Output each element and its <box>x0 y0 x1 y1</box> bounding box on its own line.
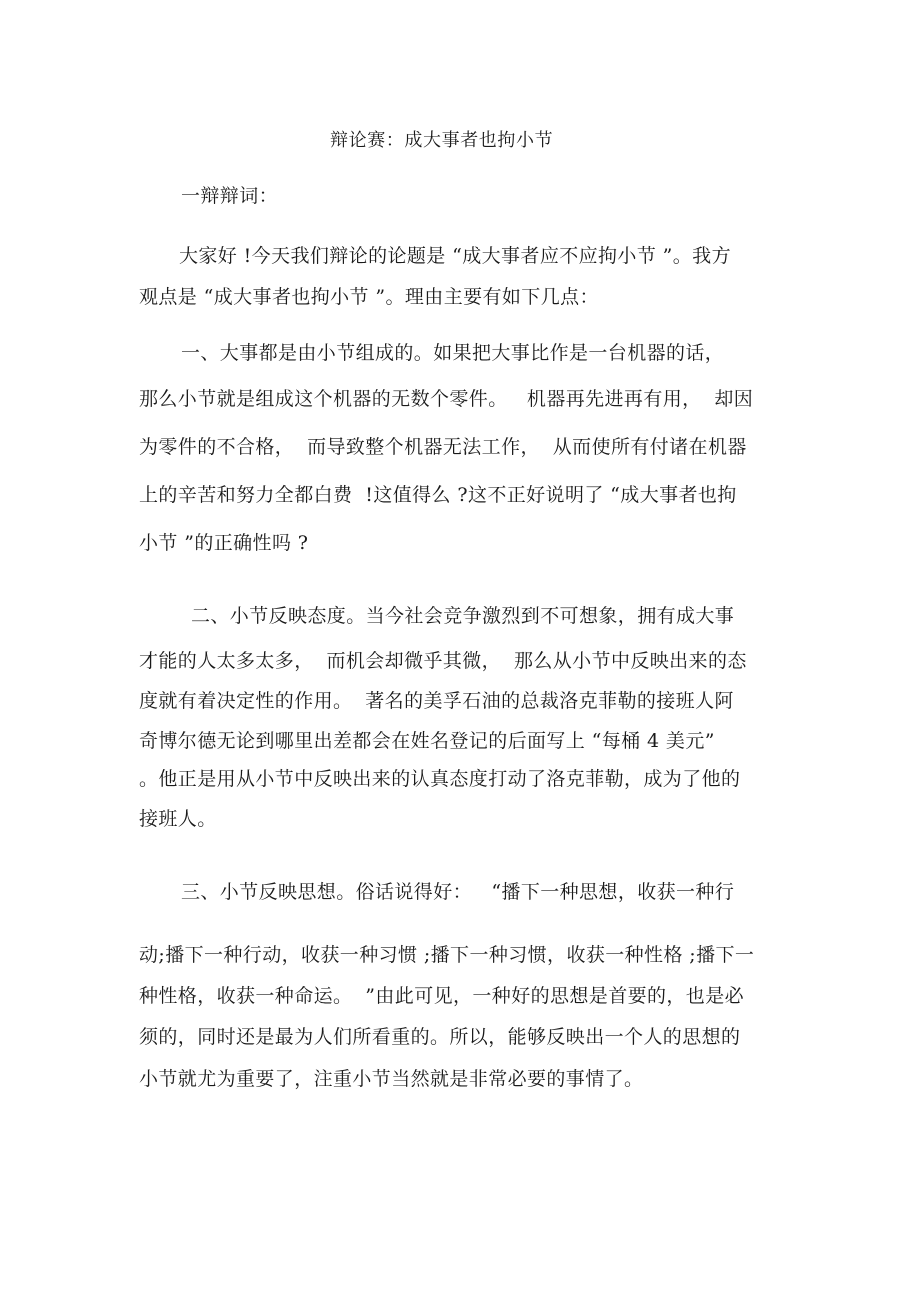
paragraph-line: 奇博尔德无论到哪里出差都会在姓名登记的后面写上 “每桶 4 美元” <box>139 730 715 752</box>
paragraph-line: 。他正是用从小节中反映出来的认真态度打动了洛克菲勒，成为了他的 <box>139 768 741 790</box>
paragraph-line: 度就有着决定性的作用。 著名的美孚石油的总裁洛克菲勒的接班人阿 <box>139 690 734 712</box>
paragraph-line: 上的辛苦和努力全都白费 !这值得么 ?这不正好说明了 “成大事者也拘 <box>139 484 737 506</box>
paragraph-line: 小节 ”的正确性吗 ? <box>139 532 309 554</box>
paragraph-line: 才能的人太多太多， 而机会却微乎其微， 那么从小节中反映出来的态 <box>139 650 747 672</box>
paragraph-line: 那么小节就是组成这个机器的无数个零件。 机器再先进再有用， 却因 <box>139 388 754 410</box>
paragraph-line: 须的，同时还是最为人们所看重的。所以，能够反映出一个人的思想的 <box>139 1026 741 1048</box>
paragraph-line: 为零件的不合格， 而导致整个机器无法工作， 从而使所有付诸在机器 <box>139 436 747 458</box>
speaker-heading: 一辩辩词： <box>181 185 279 207</box>
paragraph-line: 大家好 !今天我们辩论的论题是 “成大事者应不应拘小节 ”。我方 <box>179 245 731 267</box>
paragraph-line: 观点是 “成大事者也拘小节 ”。理由主要有如下几点： <box>139 286 599 308</box>
paragraph-line: 小节就尤为重要了，注重小节当然就是非常必要的事情了。 <box>139 1068 644 1090</box>
document-title: 辩论赛：成大事者也拘小节 <box>330 130 554 151</box>
paragraph-line: 接班人。 <box>139 808 217 830</box>
paragraph-line: 三、小节反映思想。俗话说得好： “播下一种思想，收获一种行 <box>181 881 735 903</box>
paragraph-line: 一、大事都是由小节组成的。如果把大事比作是一台机器的话， <box>181 342 725 364</box>
paragraph-line: 动;播下一种行动，收获一种习惯 ;播下一种习惯，收获一种性格 ;播下一 <box>139 944 755 966</box>
paragraph-line: 二、小节反映态度。当今社会竞争激烈到不可想象，拥有成大事 <box>191 605 735 627</box>
paragraph-line: 种性格，收获一种命运。 ”由此可见，一种好的思想是首要的，也是必 <box>139 985 744 1007</box>
